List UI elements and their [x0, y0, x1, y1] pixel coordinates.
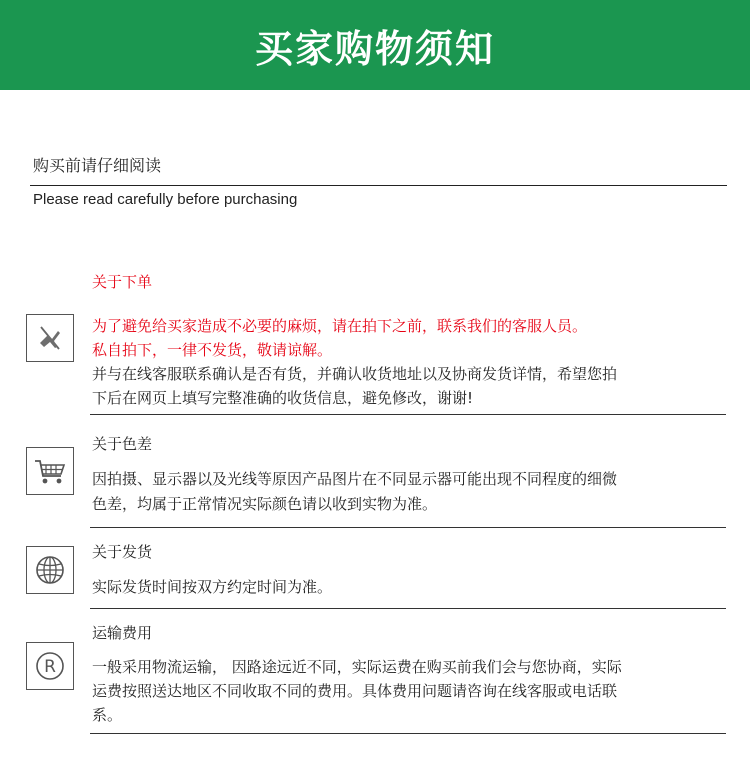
section-order-warning-1: 为了避免给买家造成不必要的麻烦，请在拍下之前，联系我们的客服人员。 [92, 317, 588, 335]
section-freight-text-1: 一般采用物流运输， 因路途远近不同，实际运费在购买前我们会与您协商，实际 [92, 658, 622, 676]
airplane-icon [26, 314, 74, 362]
intro-divider [30, 185, 727, 186]
section-order-warning-2: 私自拍下，一律不发货，敬请谅解。 [92, 341, 333, 359]
page-title: 买家购物须知 [254, 26, 495, 71]
svg-text:R: R [44, 657, 56, 677]
registered-icon [26, 642, 74, 690]
section-freight-text-3: 系。 [92, 706, 123, 724]
section-freight-title: 运输费用 [92, 624, 153, 642]
section-order-text-1: 并与在线客服联系确认是否有货，并确认收货地址以及协商发货详情，希望您拍 [92, 365, 618, 383]
section-divider [90, 608, 726, 609]
globe-icon [26, 546, 74, 594]
header-banner [0, 0, 750, 90]
section-color-title: 关于色差 [92, 435, 153, 453]
section-freight-text-2: 运费按照送达地区不同收取不同的费用。具体费用问题请咨询在线客服或电话联 [92, 682, 618, 700]
section-divider [90, 414, 726, 415]
section-color-text-1: 因拍摄、显示器以及光线等原因产品图片在不同显示器可能出现不同程度的细微 [92, 470, 618, 488]
section-shipping-text-1: 实际发货时间按双方约定时间为准。 [92, 578, 333, 596]
shopping-cart-icon [26, 447, 74, 495]
section-shipping-title: 关于发货 [92, 543, 153, 561]
section-order-text-2: 下后在网页上填写完整准确的收货信息，避免修改，谢谢! [92, 389, 474, 407]
intro-english: Please read carefully before purchasing [33, 191, 298, 208]
section-order-title: 关于下单 [92, 273, 153, 291]
intro-chinese: 购买前请仔细阅读 [33, 156, 162, 175]
section-color-text-2: 色差，均属于正常情况实际颜色请以收到实物为准。 [92, 495, 438, 513]
section-divider [90, 733, 726, 734]
section-divider [90, 527, 726, 528]
